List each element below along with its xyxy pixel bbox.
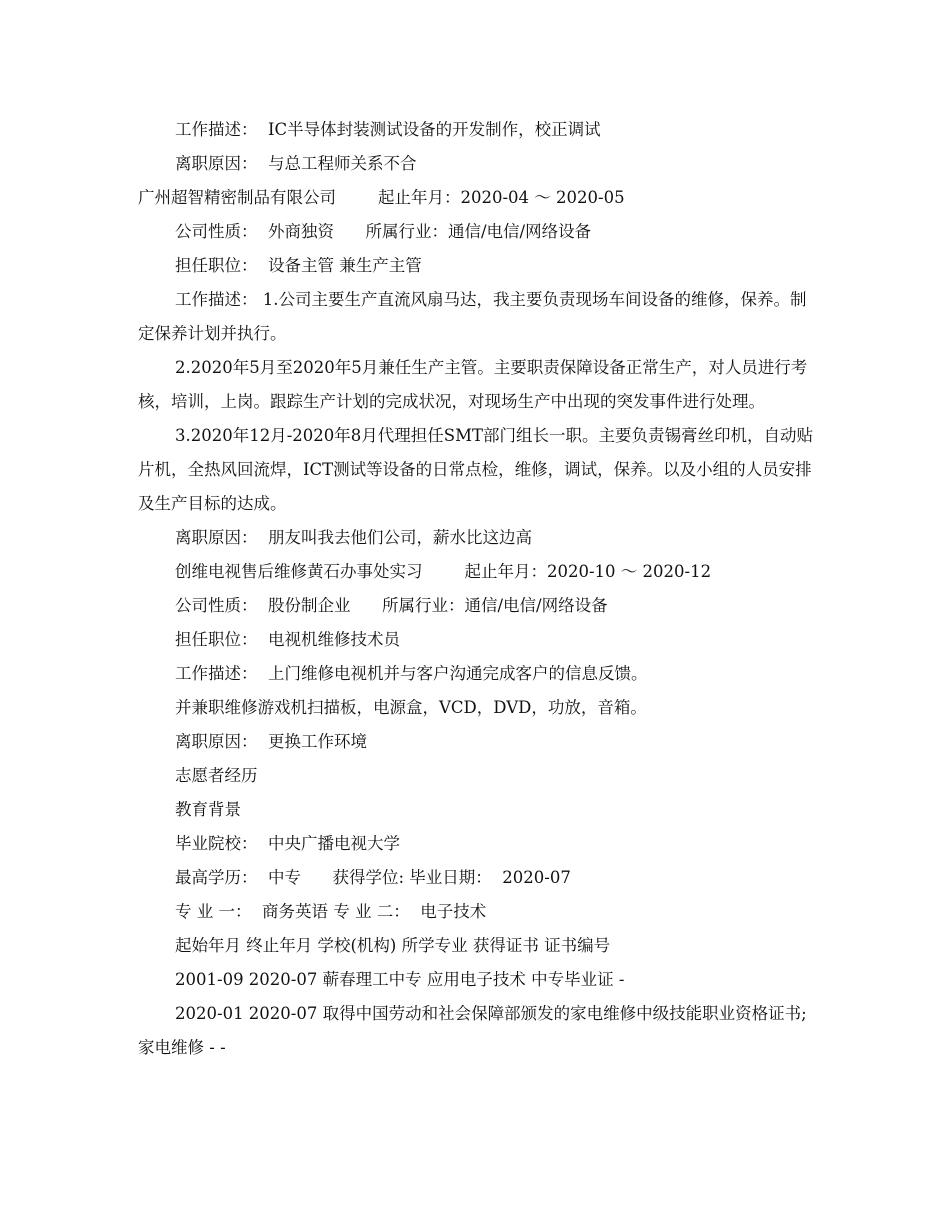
line-job-desc-2: 工作描述： 1.公司主要生产直流风扇马达，我主要负责现场车间设备的维修，保养。制定保养计划并执行。 [138,290,807,343]
line-company-type-2: 公司性质： 外商独资 所属行业：通信/电信/网络设备 [175,222,592,241]
line-position-2: 担任职位： 设备主管 兼生产主管 [175,256,422,275]
line-extra-duty-3: 并兼职维修游戏机扫描板，电源盒，VCD，DVD，功放，音箱。 [175,698,647,717]
line-company-3: 创维电视售后维修黄石办事处实习 起止年月：2020-10 ～ 2020-12 [175,562,712,581]
document-body [138,113,818,1065]
line-company-2: 广州超智精密制品有限公司 起止年月：2020-04 ～ 2020-05 [138,188,625,207]
line-school: 毕业院校： 中央广播电视大学 [175,834,400,853]
line-job-desc-3: 工作描述： 上门维修电视机并与客户沟通完成客户的信息反馈。 [175,664,648,683]
section-heading-volunteer: 志愿者经历 [175,766,258,785]
line-leave-reason-3: 离职原因： 更换工作环境 [175,732,367,751]
line-majors: 专 业 一： 商务英语 专 业 二： 电子技术 [175,902,487,921]
line-leave-reason-1: 离职原因： 与总工程师关系不合 [175,154,417,173]
line-edu-row-2: 2020-01 2020-07 取得中国劳动和社会保障部颁发的家电维修中级技能职业资格证书; 家电维修 - - [138,1004,807,1057]
line-position-3: 担任职位： 电视机维修技术员 [175,630,400,649]
line-edu-header: 起始年月 终止年月 学校(机构) 所学专业 获得证书 证书编号 [175,936,611,955]
line-duty-3: 3.2020年12月-2020年8月代理担任SMT部门组长一职。主要负责锡膏丝印机，自动贴片机，全热风回流焊，ICT测试等设备的日常点检，维修，调试，保养。以及小组的人员安排及生产目标的达成。 [138,426,813,513]
line-leave-reason-2: 离职原因： 朋友叫我去他们公司，薪水比这边高 [175,528,532,547]
line-company-type-3: 公司性质： 股份制企业 所属行业：通信/电信/网络设备 [175,596,608,615]
line-duty-2: 2.2020年5月至2020年5月兼任生产主管。主要职责保障设备正常生产，对人员进行考核，培训，上岗。跟踪生产计划的完成状况，对现场生产中出现的突发事件进行处理。 [138,358,808,411]
section-heading-education: 教育背景 [175,800,241,819]
line-job-desc-1: 工作描述： IC半导体封装测试设备的开发制作，校正调试 [175,120,601,139]
line-edu-row-1: 2001-09 2020-07 蕲春理工中专 应用电子技术 中专毕业证 - [175,970,625,989]
line-degree: 最高学历： 中专 获得学位: 毕业日期： 2020-07 [175,868,571,887]
